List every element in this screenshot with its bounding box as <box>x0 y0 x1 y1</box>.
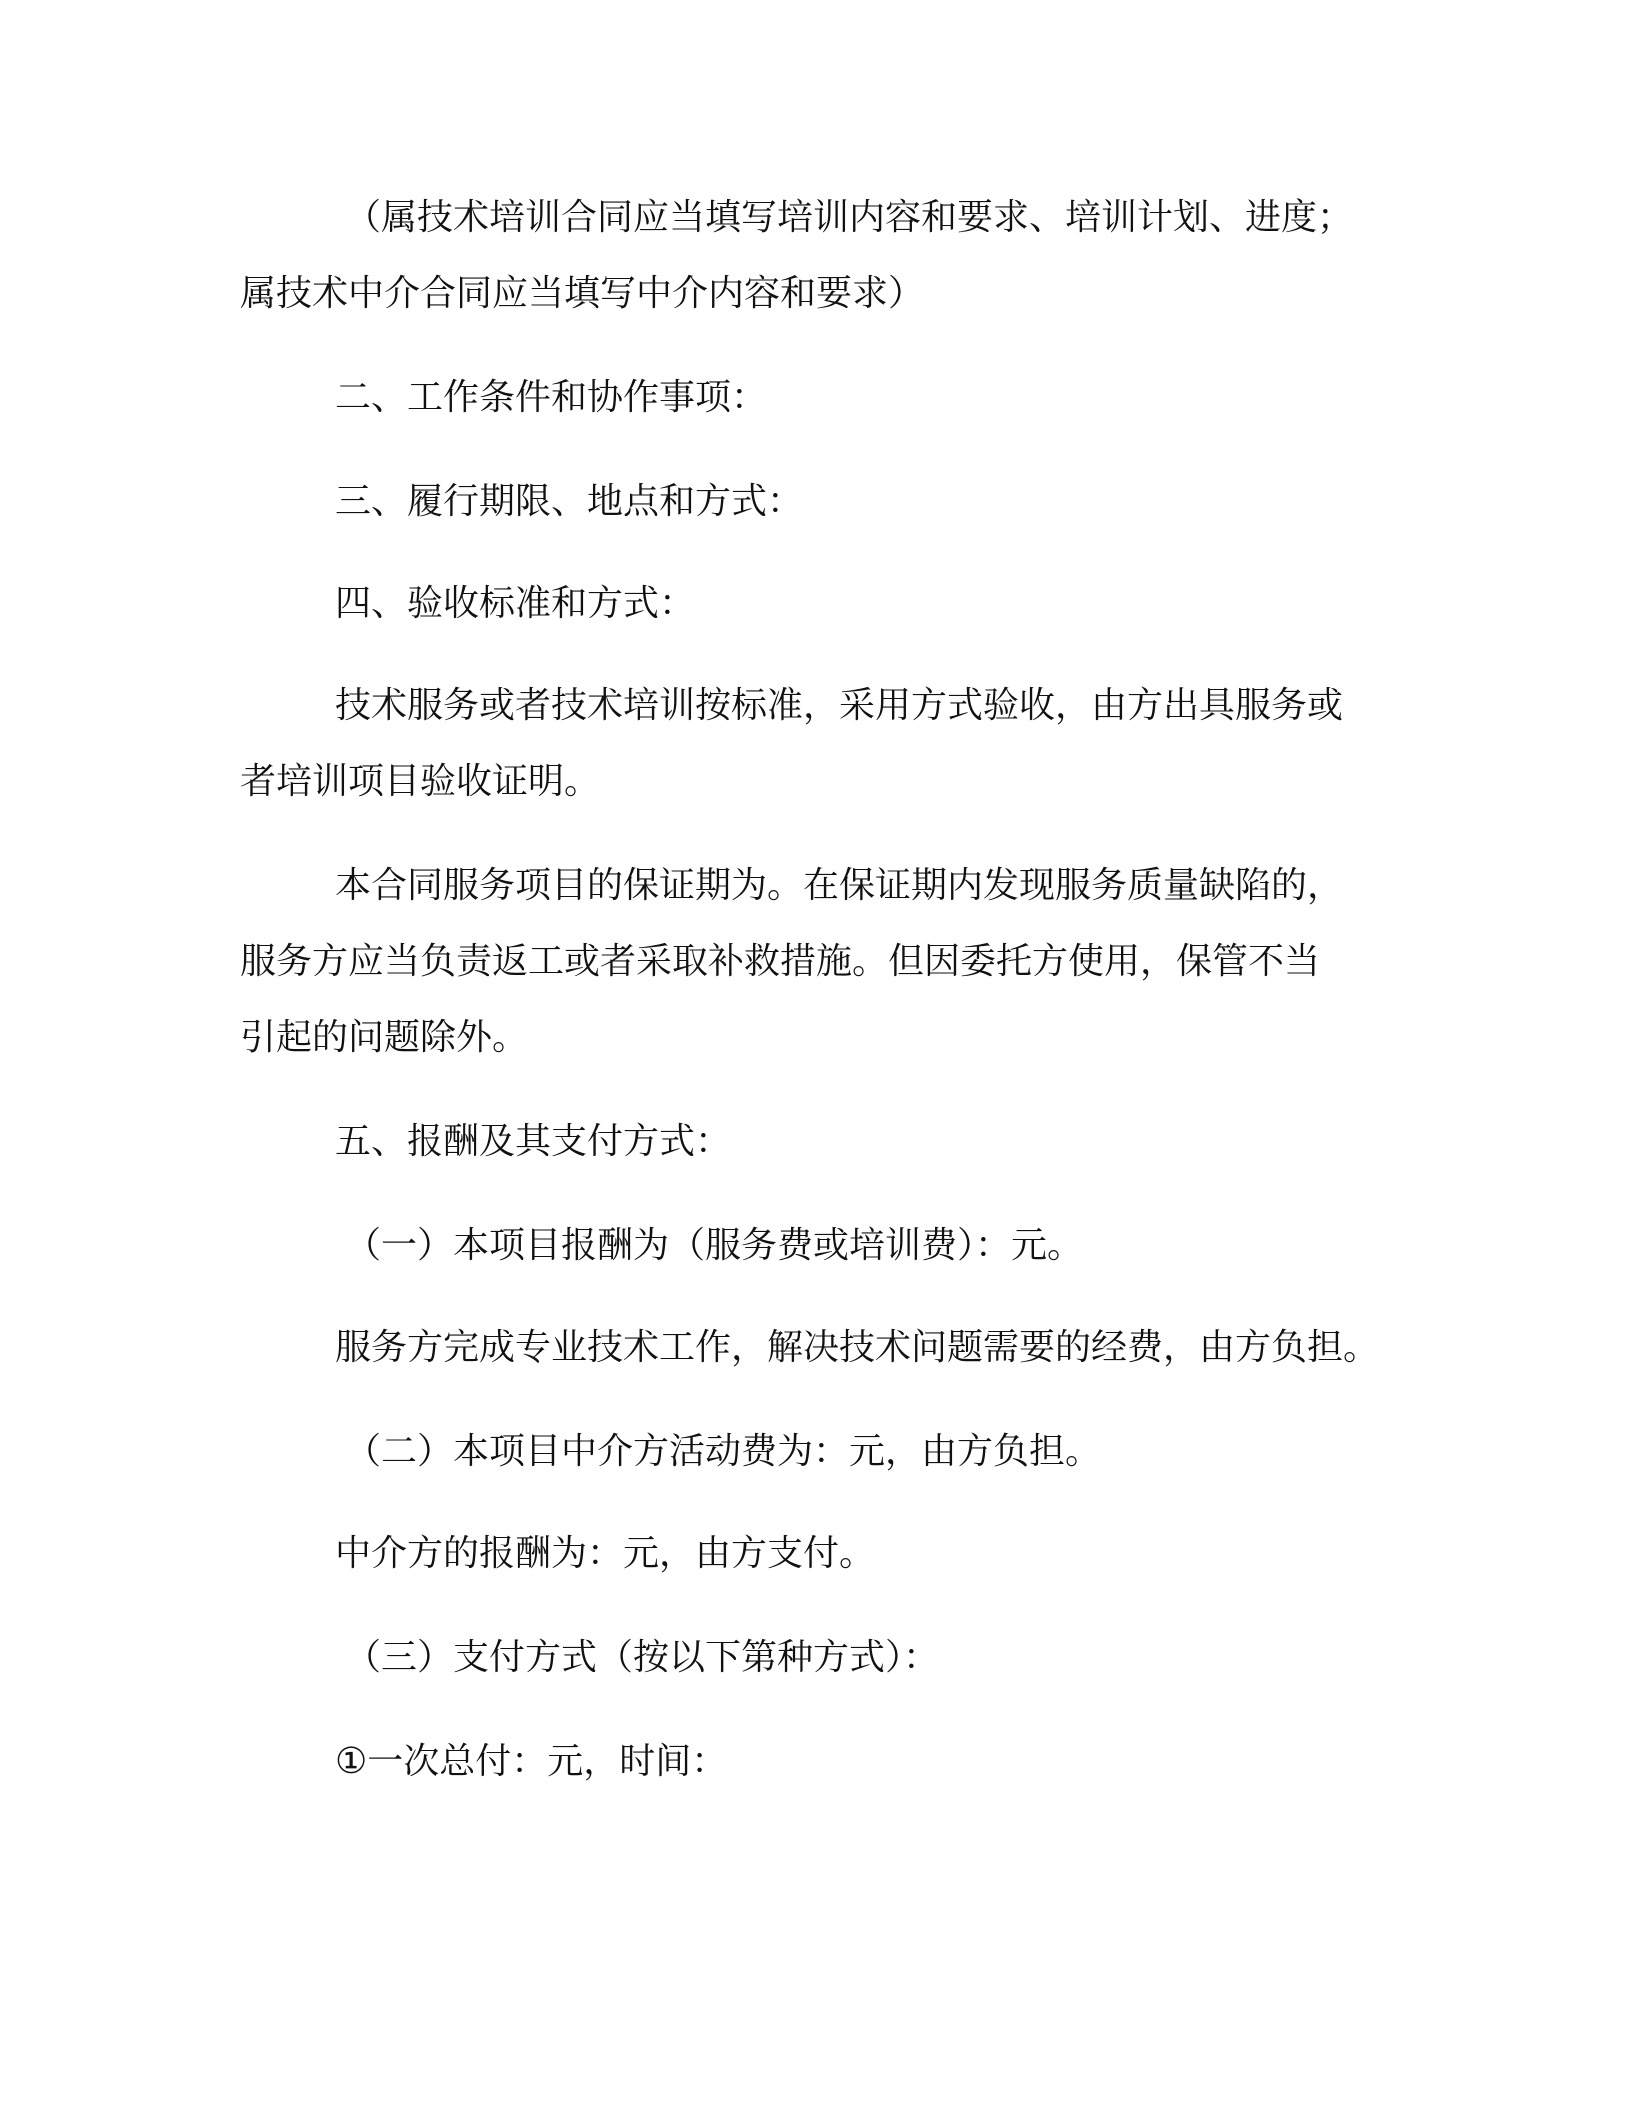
payment-item-2: （二）本项目中介方活动费为：元，由方负担。 <box>345 1431 1102 1472</box>
paragraph-note-line-1: （属技术培训合同应当填写培训内容和要求、培训计划、进度； <box>345 197 1354 238</box>
payment-option-1: ①一次总付：元，时间： <box>335 1741 728 1782</box>
warranty-paragraph-line-3: 引起的问题除外。 <box>240 1017 529 1058</box>
payment-item-1-note: 服务方完成专业技术工作，解决技术问题需要的经费，由方负担。 <box>335 1327 1380 1368</box>
acceptance-paragraph-line-1: 技术服务或者技术培训按标准，采用方式验收，由方出具服务或 <box>335 685 1344 726</box>
warranty-paragraph-line-2: 服务方应当负责返工或者采取补救措施。但因委托方使用，保管不当 <box>240 941 1321 982</box>
acceptance-paragraph-line-2: 者培训项目验收证明。 <box>240 761 601 802</box>
section-heading-3: 三、履行期限、地点和方式： <box>335 481 804 522</box>
section-heading-2: 二、工作条件和协作事项： <box>335 377 768 418</box>
paragraph-note-line-2: 属技术中介合同应当填写中介内容和要求） <box>240 273 925 314</box>
payment-item-3: （三）支付方式（按以下第种方式）： <box>345 1637 940 1678</box>
warranty-paragraph-line-1: 本合同服务项目的保证期为。在保证期内发现服务质量缺陷的， <box>335 865 1344 906</box>
payment-item-1: （一）本项目报酬为（服务费或培训费）：元。 <box>345 1225 1084 1266</box>
section-heading-4: 四、验收标准和方式： <box>335 583 696 624</box>
section-heading-5: 五、报酬及其支付方式： <box>335 1121 732 1162</box>
payment-item-2-note: 中介方的报酬为：元，由方支付。 <box>335 1533 876 1574</box>
